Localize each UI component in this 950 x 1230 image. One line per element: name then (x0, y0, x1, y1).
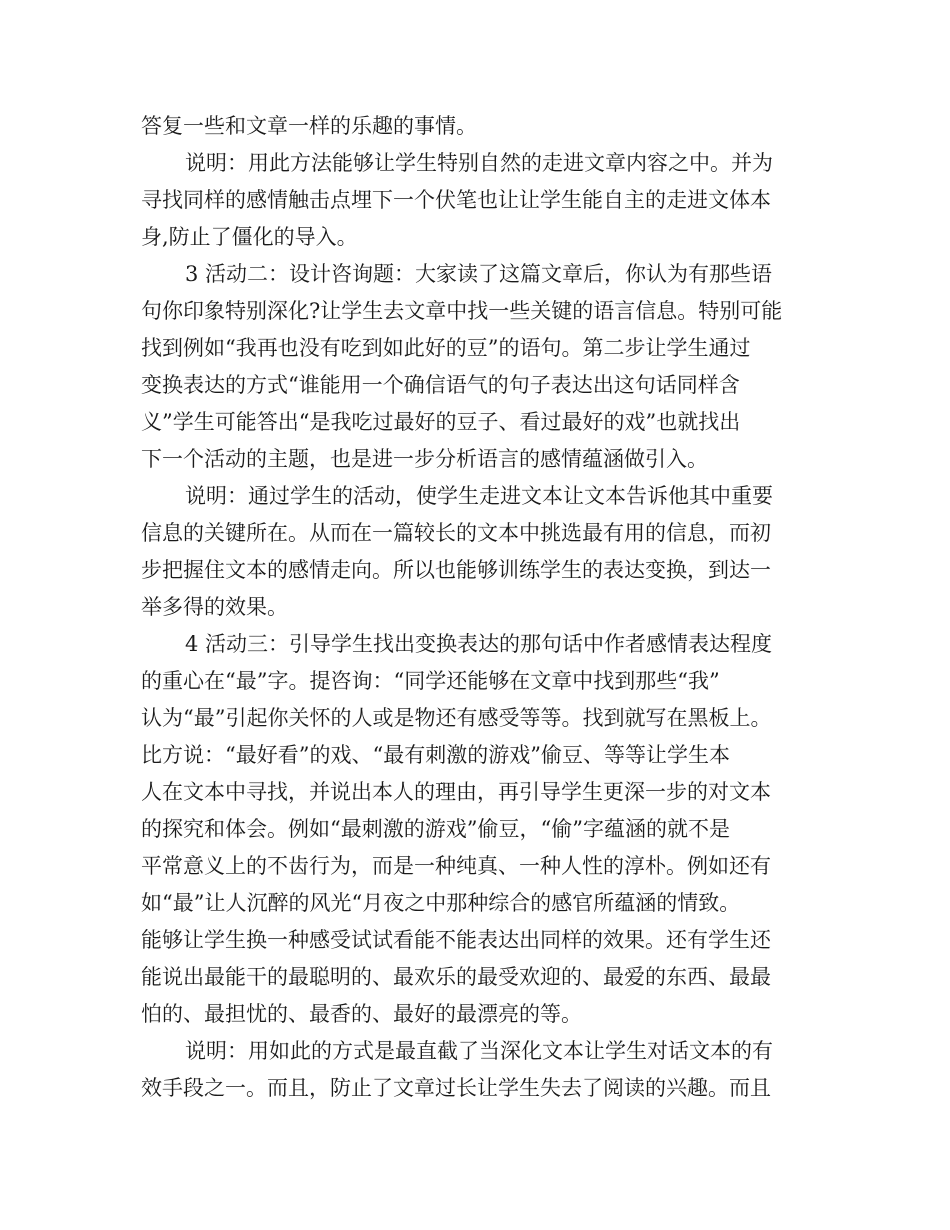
text-line: 信息的关键所在。从而在一篇较长的文本中挑选最有用的信息，而初 (141, 521, 771, 545)
text-line: 能说出最能干的最聪明的、最欢乐的最受欢迎的、最爱的东西、最最 (141, 965, 771, 989)
text-line: 平常意义上的不齿行为，而是一种纯真、一种人性的淳朴。例如还有 (141, 854, 771, 878)
text-line: 举多得的效果。 (141, 595, 288, 619)
text-line: 的重心在“最”字。提咨询：“同学还能够在文章中找到那些“我” (141, 669, 720, 693)
text-line: 效手段之一。而且，防止了文章过长让学生失去了阅读的兴趣。而且 (141, 1076, 771, 1100)
text-line: 的探究和体会。例如“最刺激的游戏”偷豆，“偷”字蕴涵的就不是 (141, 817, 730, 841)
text-line: 怕的、最担忧的、最香的、最好的最漂亮的等。 (141, 1002, 582, 1026)
text-line: 下一个活动的主题，也是进一步分析语言的感情蕴涵做引入。 (141, 447, 708, 471)
text-line: 变换表达的方式“谁能用一个确信语气的句子表达出这句话同样含 (141, 373, 740, 397)
text-line: 步把握住文本的感情走向。所以也能够训练学生的表达变换，到达一 (141, 558, 771, 582)
text-line: 能够让学生换一种感受试试看能不能表达出同样的效果。还有学生还 (141, 928, 771, 952)
text-line: 找到例如“我再也没有吃到如此好的豆”的语句。第二步让学生通过 (141, 336, 751, 360)
text-line: 说明：通过学生的活动，使学生走进文本让文本告诉他其中重要 (185, 484, 773, 508)
text-line: 3 活动二：设计咨询题：大家读了这篇文章后，你认为有那些语 (185, 262, 773, 286)
text-line: 说明：用如此的方式是最直截了当深化文本让学生对话文本的有 (185, 1039, 773, 1063)
text-line: 说明：用此方法能够让学生特别自然的走进文章内容之中。并为 (185, 151, 773, 175)
text-line: 义”学生可能答出“是我吃过最好的豆子、看过最好的戏”也就找出 (141, 410, 741, 434)
text-line: 认为“最”引起你关怀的人或是物还有感受等等。找到就写在黑板上。 (141, 706, 772, 730)
text-line: 人在文本中寻找，并说出本人的理由，再引导学生更深一步的对文本 (141, 780, 771, 804)
text-line: 寻找同样的感情触击点埋下一个伏笔也让让学生能自主的走进文体本 (141, 188, 771, 212)
text-line: 答复一些和文章一样的乐趣的事情。 (141, 114, 477, 138)
text-line: 身,防止了僵化的导入。 (141, 225, 358, 249)
text-line: 比方说：“最好看”的戏、“最有刺激的游戏”偷豆、等等让学生本 (141, 743, 730, 767)
text-line: 句你印象特别深化?让学生去文章中找一些关键的语言信息。特别可能 (141, 299, 783, 323)
text-line: 如“最”让人沉醉的风光“月夜之中那种综合的感官所蕴涵的情致。 (141, 891, 741, 915)
text-line: 4 活动三：引导学生找出变换表达的那句话中作者感情表达程度 (185, 632, 773, 656)
document-body (141, 108, 831, 1107)
